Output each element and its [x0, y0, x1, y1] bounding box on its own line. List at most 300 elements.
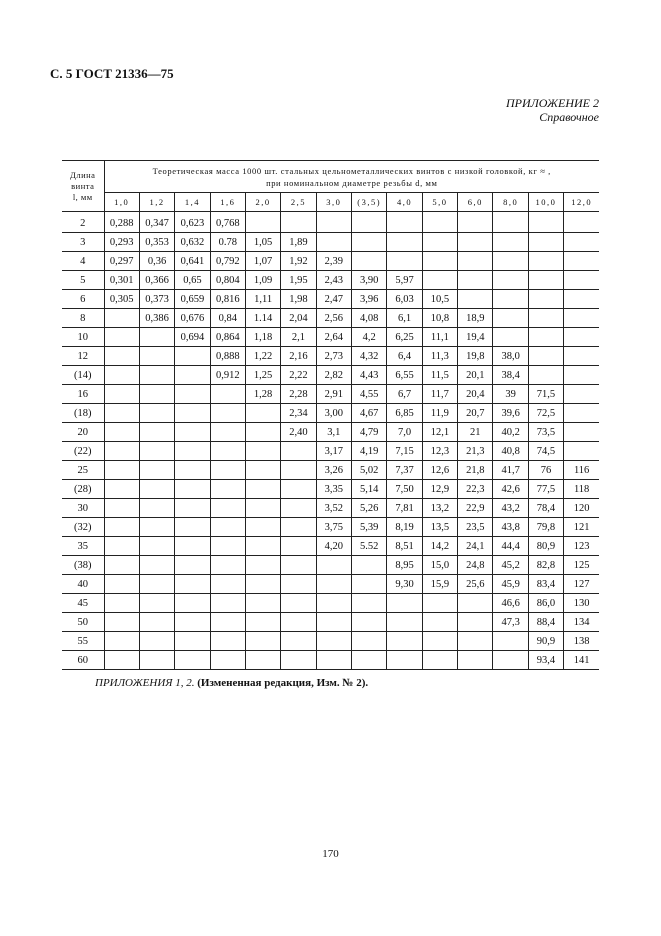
length-cell: 35: [62, 537, 104, 556]
mass-cell: 0,366: [139, 271, 174, 290]
table-row: [62, 212, 599, 233]
mass-cell: 2,82: [316, 366, 351, 385]
length-cell: 8: [62, 309, 104, 328]
mass-cell: [104, 556, 139, 575]
mass-cell: 4,19: [352, 442, 387, 461]
mass-cell: 39: [493, 385, 528, 404]
mass-cell: 11,3: [422, 347, 457, 366]
mass-cell: 20,7: [458, 404, 493, 423]
mass-cell: 11,5: [422, 366, 457, 385]
mass-cell: 3,17: [316, 442, 351, 461]
mass-cell: 0,297: [104, 252, 139, 271]
mass-cell: [281, 613, 316, 632]
length-header-line2: винта: [71, 180, 95, 191]
mass-cell: 130: [564, 594, 599, 613]
mass-cell: 121: [564, 518, 599, 537]
mass-cell: [175, 461, 210, 480]
mass-cell: [139, 499, 174, 518]
mass-cell: [245, 461, 280, 480]
mass-cell: 138: [564, 632, 599, 651]
mass-cell: [139, 442, 174, 461]
length-cell: (32): [62, 518, 104, 537]
mass-cell: [564, 309, 599, 328]
mass-cell: [245, 442, 280, 461]
mass-cell: 7,15: [387, 442, 422, 461]
mass-cell: 47,3: [493, 613, 528, 632]
mass-cell: 2,64: [316, 328, 351, 347]
table-row: [62, 518, 599, 537]
mass-cell: 79,8: [528, 518, 563, 537]
mass-cell: 127: [564, 575, 599, 594]
mass-cell: 8,95: [387, 556, 422, 575]
mass-cell: [210, 442, 245, 461]
mass-cell: 3,26: [316, 461, 351, 480]
diameter-header-cell: 1,4: [175, 193, 210, 212]
mass-cell: [316, 556, 351, 575]
mass-cell: 5,14: [352, 480, 387, 499]
mass-cell: [210, 594, 245, 613]
mass-cell: [422, 271, 457, 290]
mass-cell: [281, 461, 316, 480]
mass-cell: 0,641: [175, 252, 210, 271]
mass-cell: [458, 212, 493, 233]
mass-cell: 11,1: [422, 328, 457, 347]
length-cell: (14): [62, 366, 104, 385]
table-row: [62, 347, 599, 366]
mass-cell: 6,03: [387, 290, 422, 309]
mass-cell: [564, 385, 599, 404]
mass-cell: [245, 423, 280, 442]
length-column-header: [62, 161, 104, 212]
mass-cell: [422, 651, 457, 670]
mass-cell: [528, 290, 563, 309]
mass-cell: 1,95: [281, 271, 316, 290]
table-head: [62, 161, 599, 212]
mass-cell: [245, 556, 280, 575]
mass-cell: [104, 594, 139, 613]
mass-cell: [210, 461, 245, 480]
table-row: [62, 499, 599, 518]
mass-cell: 6,55: [387, 366, 422, 385]
mass-cell: [245, 594, 280, 613]
mass-cell: [528, 271, 563, 290]
mass-cell: [281, 575, 316, 594]
mass-cell: 0,305: [104, 290, 139, 309]
mass-cell: [281, 651, 316, 670]
mass-cell: [458, 651, 493, 670]
mass-cell: [387, 233, 422, 252]
mass-cell: 5,97: [387, 271, 422, 290]
mass-cell: 43,2: [493, 499, 528, 518]
mass-cell: [175, 366, 210, 385]
mass-cell: 1,11: [245, 290, 280, 309]
mass-cell: [210, 575, 245, 594]
mass-cell: [104, 404, 139, 423]
mass-cell: 4,79: [352, 423, 387, 442]
mass-cell: [139, 613, 174, 632]
mass-cell: [281, 480, 316, 499]
mass-cell: [104, 613, 139, 632]
mass-cell: [104, 309, 139, 328]
table-row: [62, 385, 599, 404]
length-cell: 3: [62, 233, 104, 252]
mass-cell: 0,694: [175, 328, 210, 347]
mass-cell: [422, 233, 457, 252]
mass-cell: [281, 518, 316, 537]
length-cell: 20: [62, 423, 104, 442]
mass-cell: 0,659: [175, 290, 210, 309]
mass-cell: [281, 442, 316, 461]
mass-cell: 120: [564, 499, 599, 518]
mass-cell: [422, 252, 457, 271]
table-row: [62, 613, 599, 632]
mass-cell: 3,90: [352, 271, 387, 290]
table-row: [62, 309, 599, 328]
mass-cell: 2,73: [316, 347, 351, 366]
mass-cell: [458, 252, 493, 271]
mass-cell: [175, 575, 210, 594]
mass-cell: 38,4: [493, 366, 528, 385]
table-row: [62, 461, 599, 480]
mass-cell: [458, 233, 493, 252]
mass-cell: 3,52: [316, 499, 351, 518]
mass-cell: [564, 347, 599, 366]
mass-cell: [104, 575, 139, 594]
mass-cell: [564, 423, 599, 442]
table-row: [62, 442, 599, 461]
mass-cell: 118: [564, 480, 599, 499]
mass-cell: 72,5: [528, 404, 563, 423]
mass-cell: 4,67: [352, 404, 387, 423]
mass-cell: 4,20: [316, 537, 351, 556]
mass-cell: 0,816: [210, 290, 245, 309]
diameter-header-cell: 6,0: [458, 193, 493, 212]
mass-cell: 0,65: [175, 271, 210, 290]
length-header-line3: l, мм: [72, 191, 93, 202]
mass-cell: 0,632: [175, 233, 210, 252]
mass-cell: [175, 347, 210, 366]
table-title-line1: Теоретическая масса 1000 шт. стальных цельнометаллических винтов с низкой головкой, кг ≈ ,: [152, 165, 551, 176]
mass-cell: [387, 632, 422, 651]
table-body: [62, 212, 599, 670]
mass-cell: [493, 309, 528, 328]
mass-cell: [458, 271, 493, 290]
mass-cell: [493, 271, 528, 290]
mass-cell: 0,792: [210, 252, 245, 271]
mass-cell: 1,92: [281, 252, 316, 271]
mass-cell: 8,51: [387, 537, 422, 556]
length-header-line1: Длина: [70, 169, 96, 180]
mass-cell: 19,4: [458, 328, 493, 347]
mass-cell: 25,6: [458, 575, 493, 594]
mass-cell: 19,8: [458, 347, 493, 366]
table-title-line2: при номинальном диаметре резьбы d, мм: [266, 177, 438, 188]
mass-cell: [493, 212, 528, 233]
mass-cell: [175, 537, 210, 556]
mass-cell: 8,19: [387, 518, 422, 537]
mass-cell: [210, 518, 245, 537]
mass-cell: [139, 556, 174, 575]
mass-cell: [564, 404, 599, 423]
mass-cell: 3,1: [316, 423, 351, 442]
mass-cell: 77,5: [528, 480, 563, 499]
mass-cell: 7,81: [387, 499, 422, 518]
mass-cell: 40,2: [493, 423, 528, 442]
table-row: [62, 575, 599, 594]
mass-cell: 46,6: [493, 594, 528, 613]
mass-cell: [104, 366, 139, 385]
mass-cell: [175, 556, 210, 575]
mass-cell: [175, 594, 210, 613]
mass-cell: 1.14: [245, 309, 280, 328]
mass-cell: [175, 404, 210, 423]
mass-cell: [493, 328, 528, 347]
table-row: [62, 366, 599, 385]
length-cell: (38): [62, 556, 104, 575]
table-row: [62, 252, 599, 271]
mass-cell: [245, 499, 280, 518]
mass-cell: 0,293: [104, 233, 139, 252]
length-cell: 6: [62, 290, 104, 309]
diameter-header-cell: 3,0: [316, 193, 351, 212]
mass-cell: 0,301: [104, 271, 139, 290]
mass-cell: [352, 575, 387, 594]
table-row: [62, 651, 599, 670]
mass-cell: 125: [564, 556, 599, 575]
mass-cell: [245, 404, 280, 423]
mass-cell: [422, 594, 457, 613]
mass-cell: 2,16: [281, 347, 316, 366]
mass-cell: 11,7: [422, 385, 457, 404]
mass-cell: [528, 309, 563, 328]
mass-cell: [175, 499, 210, 518]
mass-cell: [281, 594, 316, 613]
diameter-header-cell: 4,0: [387, 193, 422, 212]
mass-cell: [564, 212, 599, 233]
diameter-header-cell: 5,0: [422, 193, 457, 212]
mass-cell: 13,2: [422, 499, 457, 518]
length-cell: 60: [62, 651, 104, 670]
mass-cell: [210, 423, 245, 442]
mass-cell: [281, 499, 316, 518]
mass-cell: [316, 233, 351, 252]
mass-cell: 2,47: [316, 290, 351, 309]
mass-cell: 3,35: [316, 480, 351, 499]
mass-cell: 10,5: [422, 290, 457, 309]
mass-cell: 0,676: [175, 309, 210, 328]
mass-cell: 13,5: [422, 518, 457, 537]
mass-cell: [104, 537, 139, 556]
table-row: [62, 271, 599, 290]
mass-cell: [316, 632, 351, 651]
mass-cell: 4,55: [352, 385, 387, 404]
mass-cell: [458, 594, 493, 613]
mass-cell: 0,347: [139, 212, 174, 233]
mass-cell: 73,5: [528, 423, 563, 442]
mass-cell: 1,89: [281, 233, 316, 252]
mass-cell: [528, 252, 563, 271]
mass-cell: [210, 385, 245, 404]
mass-cell: [281, 212, 316, 233]
mass-cell: 1,05: [245, 233, 280, 252]
mass-cell: 42,6: [493, 480, 528, 499]
mass-cell: [352, 252, 387, 271]
mass-cell: 4,32: [352, 347, 387, 366]
mass-cell: [352, 613, 387, 632]
mass-cell: [564, 271, 599, 290]
mass-cell: 82,8: [528, 556, 563, 575]
mass-cell: 21,3: [458, 442, 493, 461]
mass-cell: 2,43: [316, 271, 351, 290]
mass-cell: [528, 366, 563, 385]
mass-cell: 12,3: [422, 442, 457, 461]
mass-cell: 2,40: [281, 423, 316, 442]
mass-cell: [104, 423, 139, 442]
mass-cell: [281, 556, 316, 575]
mass-cell: [139, 461, 174, 480]
mass-cell: [458, 613, 493, 632]
mass-cell: [528, 233, 563, 252]
mass-cell: 3,96: [352, 290, 387, 309]
mass-cell: [104, 385, 139, 404]
mass-cell: 4,43: [352, 366, 387, 385]
footer-note: [95, 677, 368, 689]
mass-cell: 6,7: [387, 385, 422, 404]
mass-cell: 14,2: [422, 537, 457, 556]
mass-cell: [139, 575, 174, 594]
length-cell: 5: [62, 271, 104, 290]
mass-cell: 0,864: [210, 328, 245, 347]
mass-cell: [422, 613, 457, 632]
diameter-header-cell: 12,0: [564, 193, 599, 212]
mass-cell: 1,98: [281, 290, 316, 309]
mass-cell: 20,4: [458, 385, 493, 404]
length-cell: 40: [62, 575, 104, 594]
mass-cell: 1,28: [245, 385, 280, 404]
mass-cell: 21,8: [458, 461, 493, 480]
diameter-header-cell: 2,5: [281, 193, 316, 212]
mass-cell: 21: [458, 423, 493, 442]
mass-cell: [316, 594, 351, 613]
mass-cell: [104, 518, 139, 537]
mass-cell: 6,4: [387, 347, 422, 366]
length-cell: (18): [62, 404, 104, 423]
mass-cell: 0,768: [210, 212, 245, 233]
table-row: [62, 480, 599, 499]
table-row: [62, 290, 599, 309]
mass-cell: [210, 632, 245, 651]
mass-cell: [422, 632, 457, 651]
mass-cell: 41,7: [493, 461, 528, 480]
length-cell: 12: [62, 347, 104, 366]
mass-cell: 3,75: [316, 518, 351, 537]
mass-cell: [139, 366, 174, 385]
mass-cell: 5,02: [352, 461, 387, 480]
mass-cell: [104, 632, 139, 651]
mass-cell: 93,4: [528, 651, 563, 670]
mass-cell: 71,5: [528, 385, 563, 404]
mass-cell: 6,85: [387, 404, 422, 423]
mass-cell: 2,91: [316, 385, 351, 404]
mass-cell: 40,8: [493, 442, 528, 461]
mass-cell: [493, 290, 528, 309]
mass-cell: 6,1: [387, 309, 422, 328]
mass-cell: [387, 651, 422, 670]
mass-cell: [458, 632, 493, 651]
diameter-header-cell: 2,0: [245, 193, 280, 212]
length-cell: 45: [62, 594, 104, 613]
mass-cell: 0,888: [210, 347, 245, 366]
mass-cell: [210, 480, 245, 499]
mass-cell: [281, 537, 316, 556]
table-title-header: [104, 161, 599, 193]
mass-cell: 18,9: [458, 309, 493, 328]
mass-cell: [458, 290, 493, 309]
mass-table: [62, 160, 599, 670]
length-cell: 55: [62, 632, 104, 651]
mass-cell: [139, 347, 174, 366]
table-row: [62, 632, 599, 651]
mass-cell: 11,9: [422, 404, 457, 423]
mass-cell: 0.78: [210, 233, 245, 252]
mass-cell: [139, 423, 174, 442]
length-cell: 4: [62, 252, 104, 271]
mass-cell: 2,04: [281, 309, 316, 328]
mass-cell: 1,07: [245, 252, 280, 271]
mass-cell: [104, 442, 139, 461]
table-row: [62, 328, 599, 347]
mass-cell: [210, 613, 245, 632]
diameter-header-cell: (3,5): [352, 193, 387, 212]
table-row: [62, 537, 599, 556]
mass-cell: 0,288: [104, 212, 139, 233]
mass-cell: [104, 499, 139, 518]
mass-cell: 10,8: [422, 309, 457, 328]
mass-cell: 23,5: [458, 518, 493, 537]
length-cell: 16: [62, 385, 104, 404]
mass-cell: [245, 212, 280, 233]
footer-note-bold: (Измененная редакция, Изм. № 2).: [197, 677, 369, 689]
mass-cell: 0,386: [139, 309, 174, 328]
mass-cell: 1,25: [245, 366, 280, 385]
mass-cell: [139, 385, 174, 404]
mass-cell: 2,28: [281, 385, 316, 404]
mass-cell: [564, 233, 599, 252]
mass-cell: 0,623: [175, 212, 210, 233]
mass-cell: 9,30: [387, 575, 422, 594]
mass-cell: 90,9: [528, 632, 563, 651]
mass-cell: [528, 328, 563, 347]
mass-cell: [104, 480, 139, 499]
mass-cell: [245, 632, 280, 651]
length-cell: 30: [62, 499, 104, 518]
mass-cell: [104, 328, 139, 347]
mass-cell: [139, 594, 174, 613]
mass-cell: 15,9: [422, 575, 457, 594]
mass-cell: [210, 404, 245, 423]
mass-cell: 12,9: [422, 480, 457, 499]
mass-cell: [316, 212, 351, 233]
mass-cell: [352, 632, 387, 651]
mass-cell: [245, 537, 280, 556]
mass-cell: [564, 442, 599, 461]
page-number: 170: [322, 848, 339, 860]
mass-cell: [352, 556, 387, 575]
mass-cell: [245, 575, 280, 594]
table-row: [62, 594, 599, 613]
mass-cell: 22,3: [458, 480, 493, 499]
length-cell: 50: [62, 613, 104, 632]
